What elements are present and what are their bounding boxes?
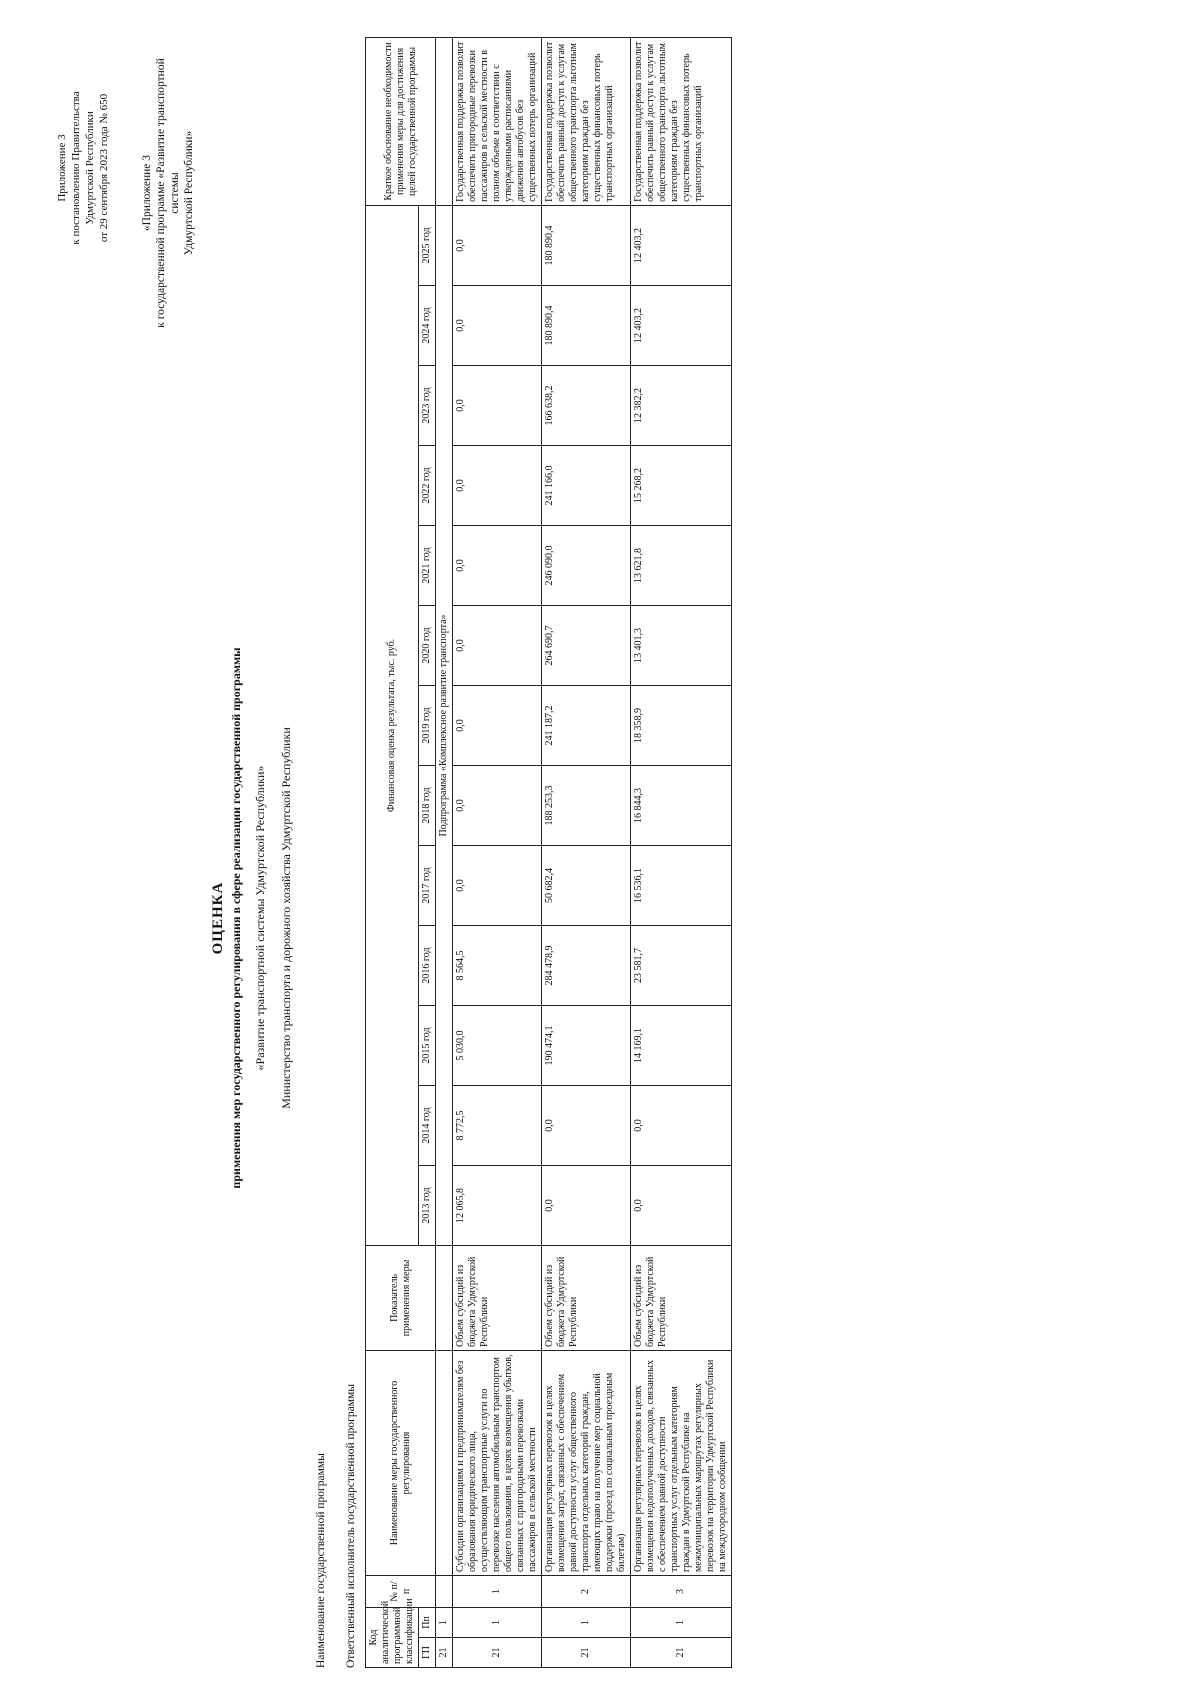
executor-name: Министерство транспорта и дорожного хозяйства Удмуртской Республики [279,727,293,1109]
table-row [453,37,542,1667]
cell-gp: 21 [453,1638,542,1668]
document-title: ОЦЕНКА [210,881,226,955]
cell-value: 13 401,3 [631,605,732,685]
cell-value: 12 065,8 [453,1165,542,1245]
rotated-document-page [25,41,1175,1668]
cell-value: 8 772,5 [453,1085,542,1165]
cell-measure: Организация регулярных перевозок в целях возмещения затрат, связанных с обеспечением равной доступности услуг общественного транспорта отдельных категорий граждан, имеющих право на получение мер социальной поддержки (проезд по социальным проездным билетам) [542,1350,631,1575]
cell-value: 23 581,7 [631,925,732,1005]
cell-value: 0,0 [453,205,542,285]
table-row [542,37,631,1667]
cell-value: 246 090,0 [542,525,631,605]
cell-value: 190 474,1 [542,1005,631,1085]
cell-value: 0,0 [453,685,542,765]
cell-value: 264 690,7 [542,605,631,685]
cell-pp: 1 [453,1607,542,1637]
appendix-line: Приложение 3 [56,134,68,202]
cell-value: 0,0 [453,525,542,605]
cell-empty [436,1350,453,1575]
cell-pp: 1 [631,1607,732,1637]
cell-gp: 21 [631,1638,732,1668]
measure-header: Наименование меры государственного регулирования [366,1350,436,1575]
cell-value: 0,0 [453,365,542,445]
year-header: 2016 год [419,925,436,1005]
year-header: 2014 год [419,1085,436,1165]
year-header: 2020 год [419,605,436,685]
cell-indicator: Объем субсидий из бюджета Удмуртской Республики [542,1245,631,1350]
subprogram-title: Подпрограмма «Комплексное развитие транспорта» [436,205,453,1245]
year-header: 2015 год [419,1005,436,1085]
regulation-assessment-table [365,37,732,1668]
year-header: 2019 год [419,685,436,765]
program-name: «Развитие транспортной системы Удмуртской Республики» [253,765,267,1071]
cell-value: 12 403,2 [631,205,732,285]
cell-pp: 1 [542,1607,631,1637]
program-name-label: Наименование государственной программы [315,1453,327,1668]
cell-value: 5 030,0 [453,1005,542,1085]
cell-value: 0,0 [631,1165,732,1245]
appendix-line: от 29 сентября 2023 года № 650 [98,93,110,243]
indicator-header: Показатель применения меры [366,1245,436,1350]
cell-value: 13 621,8 [631,525,732,605]
cell-value: 16 844,3 [631,765,732,845]
year-header: 2022 год [419,445,436,525]
table-row [631,37,732,1667]
cell-value: 0,0 [542,1085,631,1165]
year-header: 2013 год [419,1165,436,1245]
pp-header: Пп [419,1607,436,1637]
year-header: 2021 год [419,525,436,605]
program-appendix-note [140,58,196,328]
cell-value: 15 268,2 [631,445,732,525]
cell-value: 12 382,2 [631,365,732,445]
cell-pp: 1 [436,1607,453,1637]
cell-value: 166 638,2 [542,365,631,445]
cell-value: 18 358,9 [631,685,732,765]
cell-indicator: Объем субсидий из бюджета Удмуртской Республики [631,1245,732,1350]
cell-value: 0,0 [453,445,542,525]
cell-empty [436,1245,453,1350]
year-header: 2023 год [419,365,436,445]
cell-value: 241 166,0 [542,445,631,525]
cell-measure: Субсидии организациям и предпринимателям без образования юридического лица, осуществляющим транспортные услуги по перевозке населения автомобильным транспортом общего пользования, в целях возмещения убытков, связанных с пригородными перевозками пассажиров в сельской местности [453,1350,542,1575]
cell-rationale: Государственная поддержка позволит обеспечить равный доступ к услугам общественного транспорта льготным категориям граждан без существенных финансовых потерь транспортных организаций [631,37,732,205]
cell-empty [436,37,453,205]
cell-gp: 21 [436,1638,453,1668]
program-appendix-line: «Приложение 3 [141,154,153,232]
cell-value: 0,0 [631,1085,732,1165]
cell-empty [436,1575,453,1607]
cell-num: 2 [542,1575,631,1607]
year-header: 2025 год [419,205,436,285]
cell-value: 180 890,4 [542,285,631,365]
appendix-line: Удмуртской Республики [84,111,96,225]
cell-rationale: Государственная поддержка позволит обеспечить равный доступ к услугам общественного транспорта льготным категориям граждан без существенных финансовых потерь транспортных организаций [542,37,631,205]
program-appendix-line: Удмуртской Республики» [183,130,195,256]
cell-value: 0,0 [542,1165,631,1245]
document-subtitle: применения мер государственного регулирования в сфере реализации государственной программы [229,647,243,1189]
cell-value: 12 403,2 [631,285,732,365]
year-header: 2024 год [419,285,436,365]
cell-value: 8 564,5 [453,925,542,1005]
year-header: 2018 год [419,765,436,845]
cell-value: 188 253,3 [542,765,631,845]
program-appendix-line: к государственной программе «Развитие транспортной системы [155,58,181,328]
document-title-block [210,468,294,1368]
cell-value: 0,0 [453,845,542,925]
cell-num: 1 [453,1575,542,1607]
financial-header: Финансовая оценка результата, тыс. руб. [366,205,419,1245]
decree-appendix-note [55,68,111,268]
cell-measure: Организация регулярных перевозок в целях возмещения недополученных доходов, связанных с обеспечением равной доступности транспортных услуг отдельным категориям граждан в Удмуртской Республике на межмуниципальных маршрутах регулярных перевозок на территории Удмуртской Республики на междугородном сообщении [631,1350,732,1575]
rationale-header: Краткое обоснование необходимости применения меры для достижения целей государственной программы [366,37,436,205]
subprogram-row [436,37,453,1667]
cell-rationale: Государственная поддержка позволит обеспечить пригородные перевозки пассажиров в сельской местности в полном объеме в соответствии с утвержденными расписаниями движения автобусов без существенных потерь организаций [453,37,542,205]
cell-value: 241 187,2 [542,685,631,765]
num-header: № п/п [366,1575,436,1607]
cell-value: 0,0 [453,605,542,685]
cell-indicator: Объем субсидий из бюджета Удмуртской Республики [453,1245,542,1350]
year-header: 2017 год [419,845,436,925]
cell-value: 16 536,1 [631,845,732,925]
cell-value: 0,0 [453,285,542,365]
cell-value: 284 478,9 [542,925,631,1005]
cell-gp: 21 [542,1638,631,1668]
code-header: Код аналитической программной классификации [366,1607,419,1667]
cell-value: 50 682,4 [542,845,631,925]
cell-num: 3 [631,1575,732,1607]
appendix-line: к постановлению Правительства [70,91,82,245]
responsible-executor-label: Ответственный исполнитель государственной программы [345,1383,357,1668]
cell-value: 0,0 [453,765,542,845]
gp-header: ГП [419,1638,436,1668]
cell-value: 180 890,4 [542,205,631,285]
cell-value: 14 169,1 [631,1005,732,1085]
